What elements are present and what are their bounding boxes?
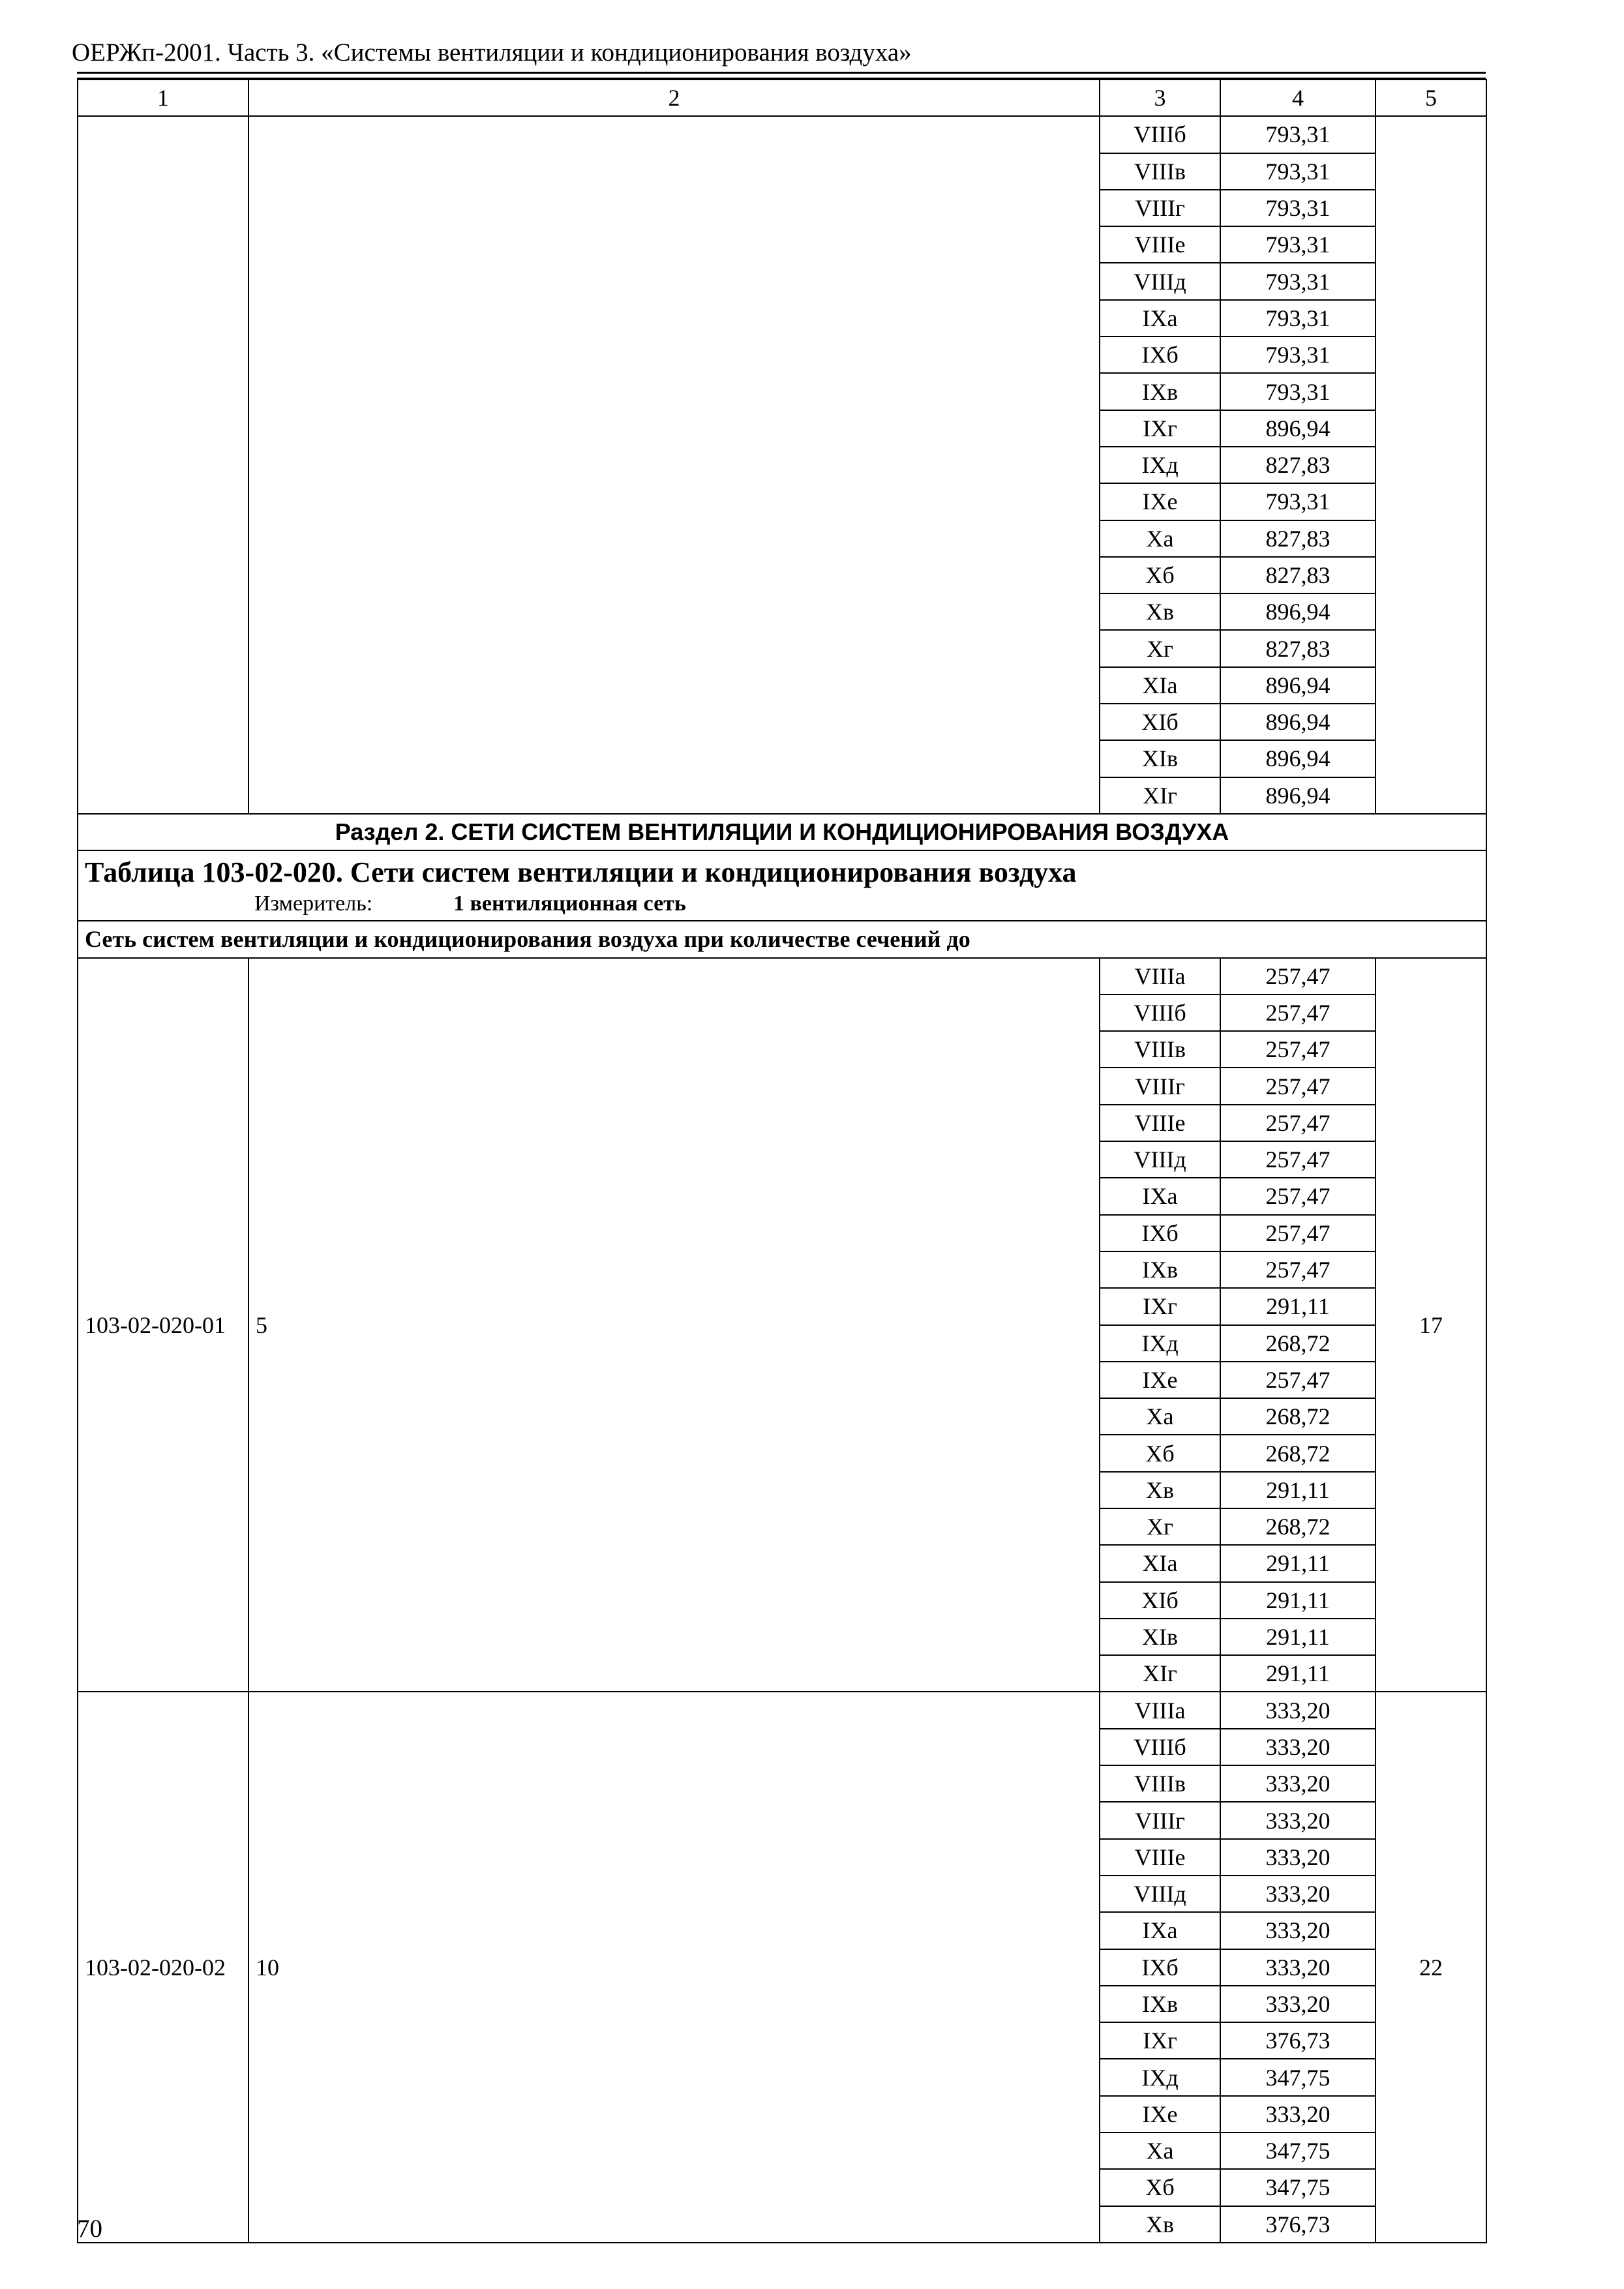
price-table-body [78, 80, 1486, 2243]
zone-cell: IXв [1100, 1986, 1220, 2022]
price-cell: 268,72 [1220, 1508, 1376, 1545]
price-cell: 333,20 [1220, 1839, 1376, 1876]
zone-cell: VIIIб [1100, 1729, 1220, 1765]
price-cell: 896,94 [1220, 410, 1376, 447]
section-row [78, 814, 1486, 850]
price-cell: 257,47 [1220, 1068, 1376, 1104]
price-cell: 827,83 [1220, 520, 1376, 557]
column5-cell: 22 [1376, 1692, 1486, 2242]
column-number: 4 [1220, 80, 1376, 116]
zone-cell: XIг [1100, 1655, 1220, 1692]
price-cell: 333,20 [1220, 1949, 1376, 1986]
zone-cell: Xа [1100, 2132, 1220, 2169]
price-cell: 268,72 [1220, 1325, 1376, 1362]
zone-cell: IXг [1100, 410, 1220, 447]
zone-cell: VIIIг [1100, 190, 1220, 226]
price-cell: 896,94 [1220, 704, 1376, 740]
price-cell: 257,47 [1220, 958, 1376, 995]
zone-cell: VIIIе [1100, 226, 1220, 263]
code-cell: 103-02-020-01 [78, 958, 248, 1692]
zone-cell: VIIIг [1100, 1802, 1220, 1838]
zone-cell: Xв [1100, 1472, 1220, 1508]
price-cell: 291,11 [1220, 1619, 1376, 1655]
zone-cell: XIб [1100, 1582, 1220, 1619]
zone-cell: VIIIе [1100, 1105, 1220, 1141]
table-row [78, 1692, 1486, 1728]
measure-value: 1 вентиляционная сеть [453, 891, 686, 916]
column-number: 3 [1100, 80, 1220, 116]
zone-cell: VIIIв [1100, 1031, 1220, 1068]
code-cell: 103-02-020-02 [78, 1692, 248, 2242]
column5-cell [1376, 116, 1486, 814]
price-cell: 333,20 [1220, 1912, 1376, 1949]
price-cell: 827,83 [1220, 630, 1376, 666]
price-cell: 257,47 [1220, 1031, 1376, 1068]
price-cell: 257,47 [1220, 1178, 1376, 1214]
zone-cell: VIIIв [1100, 153, 1220, 190]
zone-cell: XIб [1100, 704, 1220, 740]
price-cell: 291,11 [1220, 1288, 1376, 1324]
price-cell: 376,73 [1220, 2022, 1376, 2059]
price-table [77, 79, 1487, 2243]
column-number: 1 [78, 80, 248, 116]
price-cell: 793,31 [1220, 226, 1376, 263]
zone-cell: VIIIа [1100, 1692, 1220, 1728]
price-cell: 793,31 [1220, 300, 1376, 337]
price-cell: 257,47 [1220, 1362, 1376, 1398]
zone-cell: IXг [1100, 1288, 1220, 1324]
zone-cell: IXе [1100, 1362, 1220, 1398]
price-cell: 333,20 [1220, 1986, 1376, 2022]
price-cell: 291,11 [1220, 1472, 1376, 1508]
zone-cell: IXа [1100, 1178, 1220, 1214]
zone-cell: VIIIб [1100, 995, 1220, 1031]
table-title: Таблица 103-02-020. Сети систем вентиляции и кондиционирования воздуха [85, 856, 1077, 889]
zone-cell: Xб [1100, 1435, 1220, 1471]
zone-cell: IXд [1100, 1325, 1220, 1362]
price-cell: 793,31 [1220, 263, 1376, 299]
subheading: Сеть систем вентиляции и кондиционирования воздуха при количестве сечений до [78, 921, 1486, 957]
zone-cell: IXа [1100, 300, 1220, 337]
price-cell: 793,31 [1220, 373, 1376, 410]
zone-cell: IXб [1100, 337, 1220, 373]
price-cell: 268,72 [1220, 1398, 1376, 1435]
zone-cell: VIIIд [1100, 1141, 1220, 1178]
description-cell: 5 [248, 958, 1100, 1692]
price-cell: 347,75 [1220, 2132, 1376, 2169]
table-row [78, 958, 1486, 995]
zone-cell: Xб [1100, 557, 1220, 593]
price-cell: 827,83 [1220, 447, 1376, 483]
zone-cell: IXе [1100, 483, 1220, 520]
zone-cell: VIIIе [1100, 1839, 1220, 1876]
zone-cell: IXб [1100, 1215, 1220, 1251]
price-cell: 827,83 [1220, 557, 1376, 593]
section-title: Раздел 2. СЕТИ СИСТЕМ ВЕНТИЛЯЦИИ И КОНДИЦИОНИРОВАНИЯ ВОЗДУХА [78, 814, 1486, 850]
zone-cell: IXв [1100, 373, 1220, 410]
price-cell: 291,11 [1220, 1545, 1376, 1581]
zone-cell: Xа [1100, 520, 1220, 557]
description-cell [248, 116, 1100, 814]
running-header: ОЕРЖп-2001. Часть 3. «Системы вентиляции и кондиционирования воздуха» [72, 38, 912, 67]
zone-cell: VIIIг [1100, 1068, 1220, 1104]
price-cell: 376,73 [1220, 2206, 1376, 2243]
price-cell: 257,47 [1220, 1105, 1376, 1141]
zone-cell: IXг [1100, 2022, 1220, 2059]
price-cell: 257,47 [1220, 995, 1376, 1031]
zone-cell: Xг [1100, 630, 1220, 666]
price-cell: 291,11 [1220, 1655, 1376, 1692]
price-cell: 347,75 [1220, 2059, 1376, 2095]
zone-cell: XIв [1100, 1619, 1220, 1655]
price-cell: 793,31 [1220, 153, 1376, 190]
price-cell: 257,47 [1220, 1251, 1376, 1288]
code-cell [78, 116, 248, 814]
table-heading [78, 850, 1486, 921]
price-cell: 268,72 [1220, 1435, 1376, 1471]
column-number: 5 [1376, 80, 1486, 116]
price-cell: 347,75 [1220, 2169, 1376, 2206]
zone-cell: Xг [1100, 1508, 1220, 1545]
price-cell: 896,94 [1220, 667, 1376, 704]
zone-cell: XIв [1100, 740, 1220, 777]
zone-cell: Xв [1100, 2206, 1220, 2243]
price-cell: 896,94 [1220, 593, 1376, 630]
price-cell: 257,47 [1220, 1141, 1376, 1178]
price-cell: 333,20 [1220, 1765, 1376, 1802]
table-heading-row [78, 850, 1486, 921]
zone-cell: XIа [1100, 667, 1220, 704]
price-cell: 793,31 [1220, 483, 1376, 520]
zone-cell: VIIIв [1100, 1765, 1220, 1802]
zone-cell: IXа [1100, 1912, 1220, 1949]
measure-label: Измеритель: [254, 891, 373, 916]
table-row [78, 116, 1486, 153]
zone-cell: IXв [1100, 1251, 1220, 1288]
price-cell: 333,20 [1220, 1729, 1376, 1765]
price-cell: 793,31 [1220, 116, 1376, 153]
zone-cell: XIа [1100, 1545, 1220, 1581]
price-cell: 793,31 [1220, 337, 1376, 373]
subheading-row [78, 921, 1486, 957]
description-cell: 10 [248, 1692, 1100, 2242]
zone-cell: Xа [1100, 1398, 1220, 1435]
price-cell: 333,20 [1220, 1876, 1376, 1912]
zone-cell: IXд [1100, 447, 1220, 483]
zone-cell: IXд [1100, 2059, 1220, 2095]
zone-cell: VIIIб [1100, 116, 1220, 153]
price-cell: 333,20 [1220, 1802, 1376, 1838]
price-cell: 793,31 [1220, 190, 1376, 226]
column-number: 2 [248, 80, 1100, 116]
column5-cell: 17 [1376, 958, 1486, 1692]
price-cell: 333,20 [1220, 2096, 1376, 2132]
zone-cell: IXб [1100, 1949, 1220, 1986]
price-cell: 291,11 [1220, 1582, 1376, 1619]
zone-cell: Xв [1100, 593, 1220, 630]
zone-cell: XIг [1100, 777, 1220, 814]
zone-cell: VIIIд [1100, 1876, 1220, 1912]
zone-cell: VIIIд [1100, 263, 1220, 299]
header-rule [77, 72, 1486, 79]
zone-cell: VIIIа [1100, 958, 1220, 995]
zone-cell: Xб [1100, 2169, 1220, 2206]
price-cell: 333,20 [1220, 1692, 1376, 1728]
measure-line [85, 890, 1479, 918]
price-cell: 896,94 [1220, 740, 1376, 777]
column-number-row [78, 80, 1486, 116]
price-cell: 896,94 [1220, 777, 1376, 814]
price-cell: 257,47 [1220, 1215, 1376, 1251]
page-number: 70 [77, 2215, 102, 2243]
zone-cell: IXе [1100, 2096, 1220, 2132]
